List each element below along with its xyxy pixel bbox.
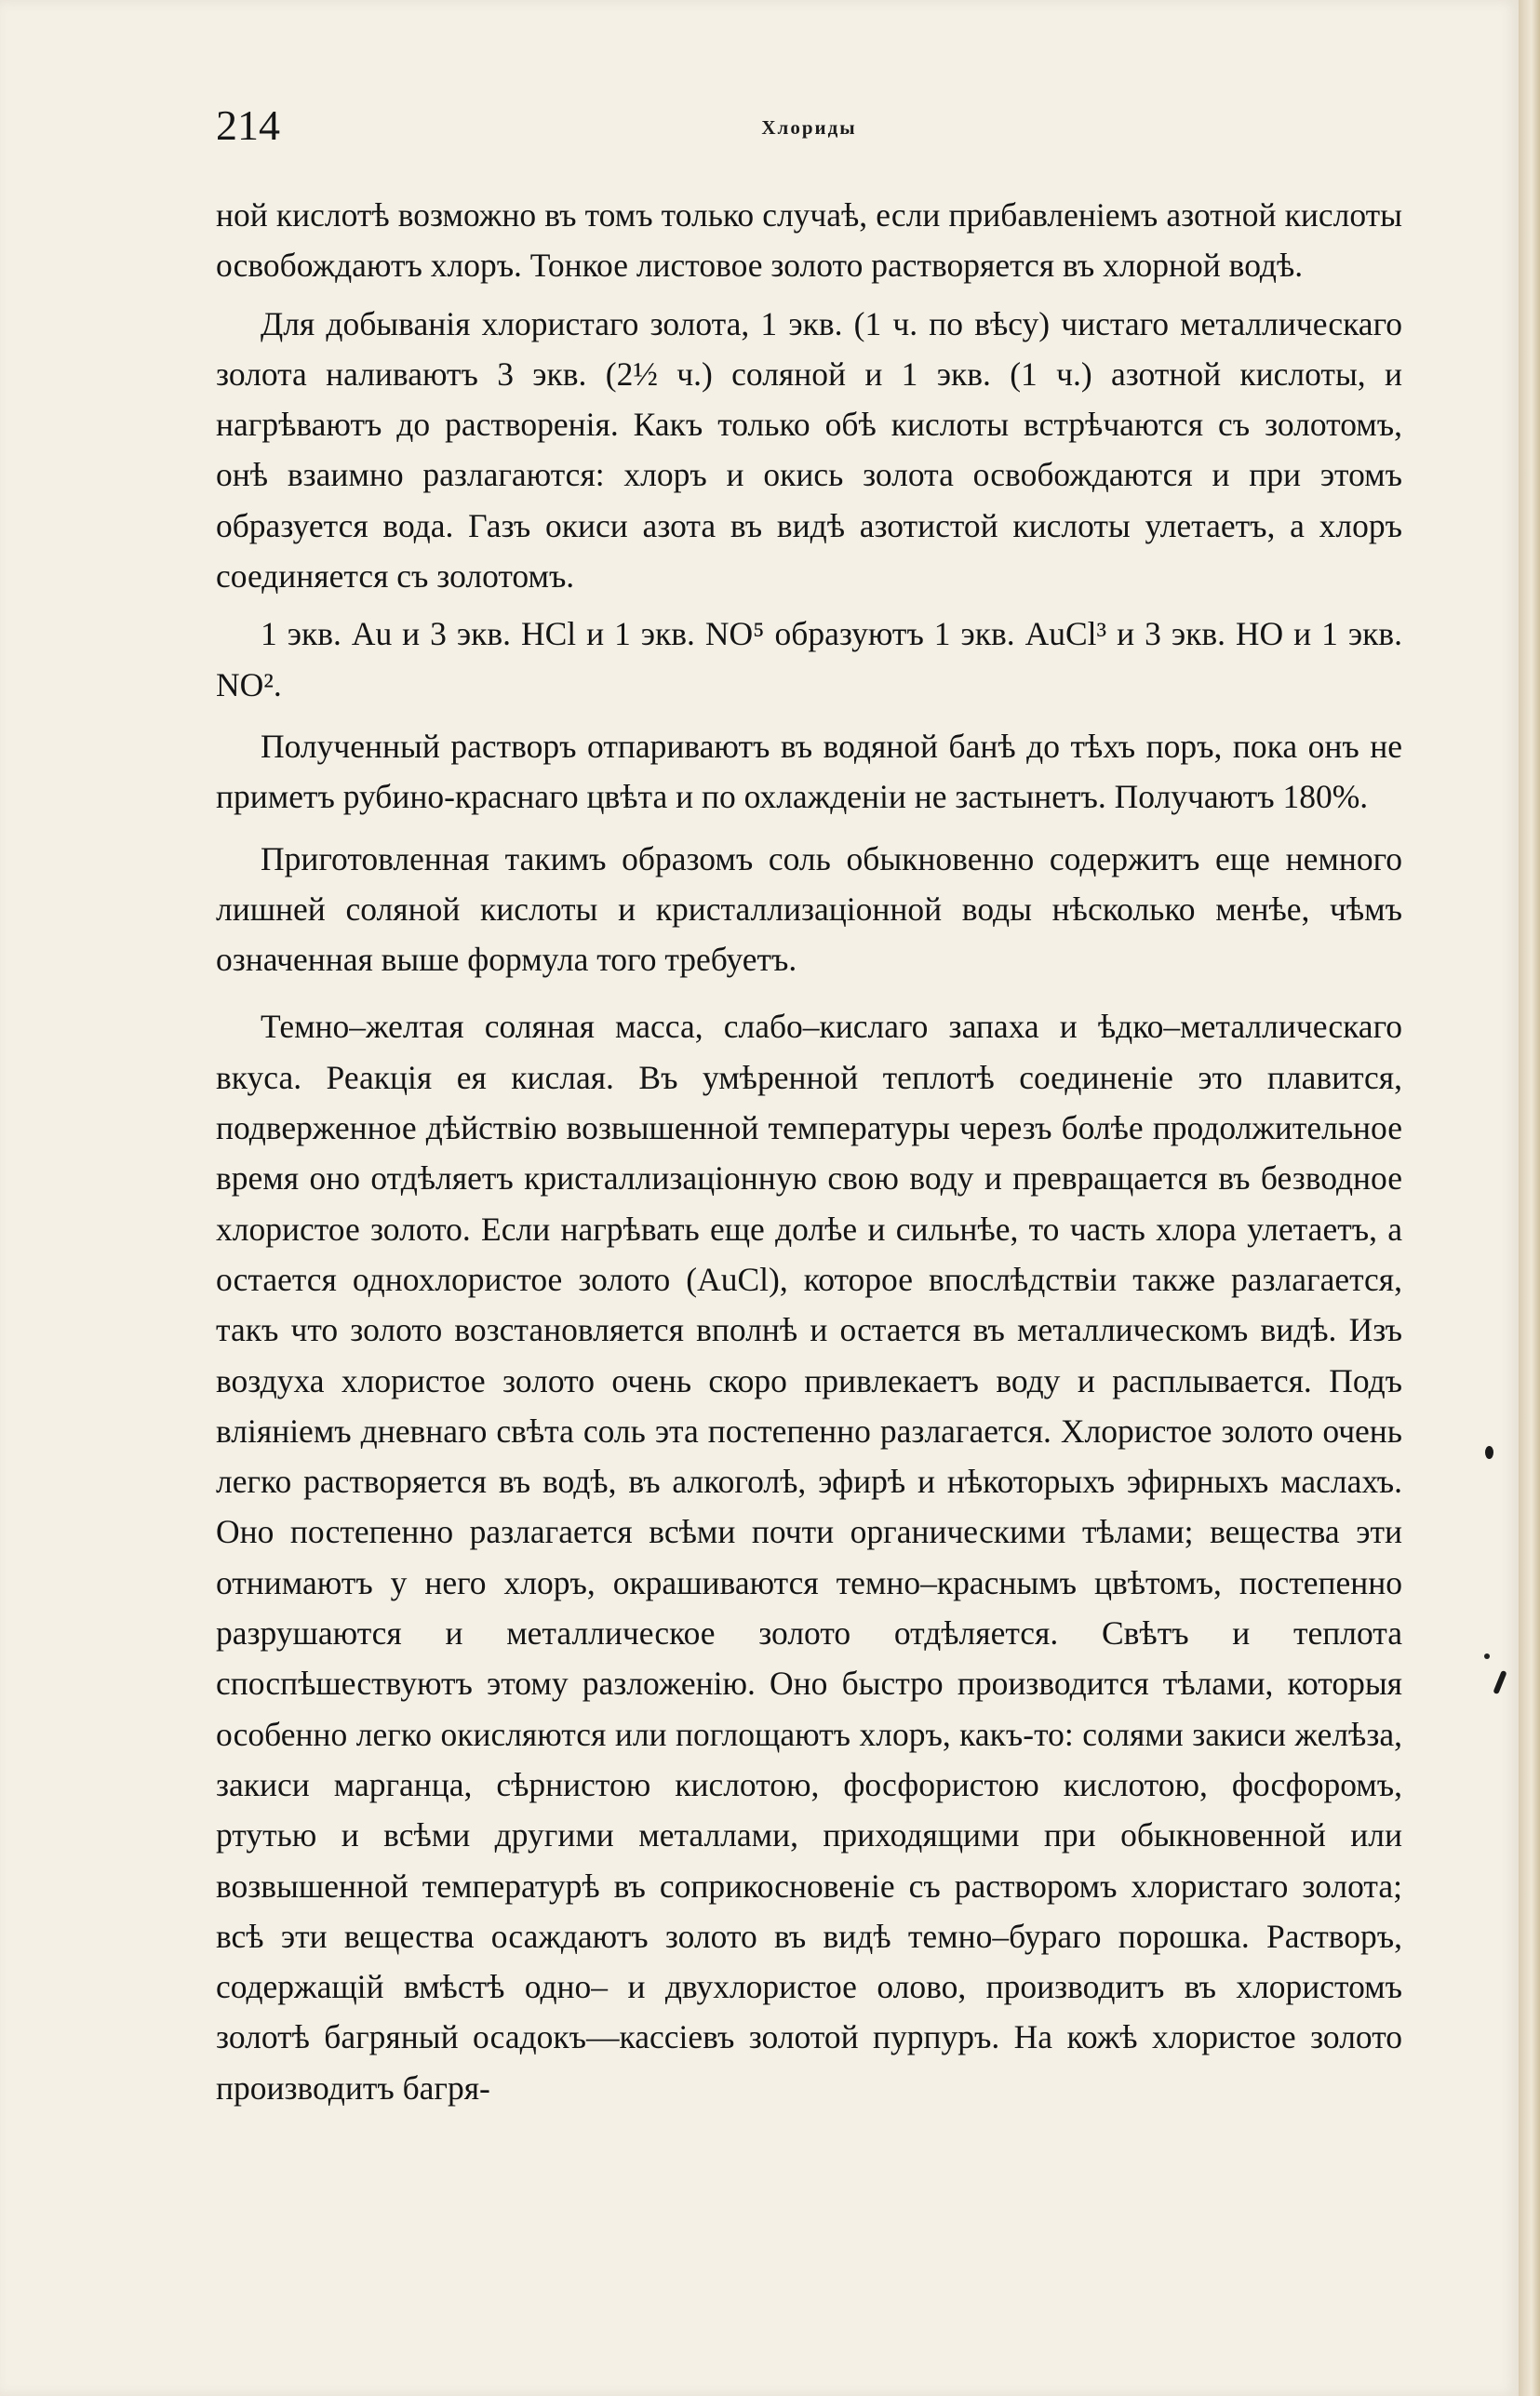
- paragraph-properties: Темно–желтая соляная масса, слабо–кислаго запаха и ѣдко–металлическаго вкуса. Реакція ея кислая. Въ умѣренной теплотѣ соединеніе это плавится, подверженное дѣйствію возвышенной температуры черезъ болѣе продолжительное время оно отдѣляетъ кристаллизаціонную свою воду и превращается въ безводное хлористое золото. Если нагрѣвать еще долѣе и сильнѣе, то часть хлора улетаетъ, а остается однохлористое золото (AuCl), которое впослѣдствіи также разлагается, такъ что золото возстановляется вполнѣ и остается въ металлическомъ видѣ. Изъ воздуха хлористое золото очень скоро привлекаетъ воду и расплывается. Подъ вліяніемъ дневнаго свѣта соль эта постепенно разлагается. Хлористое золото очень легко растворяется въ водѣ, въ алкоголѣ, эфирѣ и нѣкоторыхъ эфирныхъ маслахъ. Оно постепенно разлагается всѣми почти органическими тѣлами; вещества эти отнимаютъ у него хлоръ, окрашиваются темно–краснымъ цвѣтомъ, постепенно разрушаются и металлическое золото отдѣляется. Свѣтъ и теплота споспѣшествуютъ этому разложенію. Оно быстро производится тѣлами, которыя особенно легко окисляются или поглощаютъ хлоръ, какъ-то: солями закиси желѣза, закиси марганца, сѣрнистою кислотою, фосфористою кислотою, фосфоромъ, ртутью и всѣми другими металлами, приходящими при обыкновенной или возвышенной температурѣ въ соприкосновеніе съ растворомъ хлористаго золота; всѣ эти вещества осаждаютъ золото въ видѣ темно–бураго порошка. Растворъ, содержащій вмѣстѣ одно– и двухлористое олово, производитъ въ хлористомъ золотѣ багряный осадокъ—кассіевъ золотой пурпуръ. На кожѣ хлористое золото производитъ багря-: [216, 1008, 1402, 2107]
- paragraph-continuation: ной кислотѣ возможно въ томъ только случаѣ, если прибавленіемъ азотной кислоты освобождаютъ хлоръ. Тонкое листовое золото растворяется въ хлорной водѣ.: [216, 196, 1402, 285]
- margin-pencil-mark: [1485, 1446, 1493, 1459]
- margin-pencil-dot: [1484, 1653, 1490, 1659]
- page-edge: [1519, 0, 1540, 2396]
- margin-pencil-stroke: [1493, 1670, 1507, 1694]
- page-header: [216, 100, 1402, 156]
- paragraph-reaction-equation: 1 экв. Au и 3 экв. HCl и 1 экв. NO⁵ образуютъ 1 экв. AuCl³ и 3 экв. HO и 1 экв. NO².: [216, 615, 1402, 703]
- running-title: Хлориды: [761, 116, 857, 139]
- page-number: 214: [216, 101, 280, 149]
- paragraph-composition: Приготовленная такимъ образомъ соль обыкновенно содержитъ еще немного лишней соляной кислоты и кристаллизаціонной воды нѣсколько менѣе, чѣмъ означенная выше формула того требуетъ.: [216, 839, 1402, 979]
- paragraph-evaporation: Полученный растворъ отпариваютъ въ водяной банѣ до тѣхъ поръ, пока онъ не приметъ рубино-краснаго цвѣта и по охлажденіи не застынетъ. Получаютъ 180%.: [216, 727, 1402, 816]
- paragraph-preparation: Для добыванія хлористаго золота, 1 экв. (1 ч. по вѣсу) чистаго металлическаго золота наливаютъ 3 экв. (2½ ч.) соляной и 1 экв. (1 ч.) азотной кислоты, и нагрѣваютъ до растворенія. Какъ только обѣ кислоты встрѣчаются съ золотомъ, онѣ взаимно разлагаются: хлоръ и окись золота освобождаются и при этомъ образуется вода. Газъ окиси азота въ видѣ азотистой кислоты улетаетъ, а хлоръ соединяется съ золотомъ.: [216, 304, 1402, 596]
- body-text: [216, 190, 1402, 2113]
